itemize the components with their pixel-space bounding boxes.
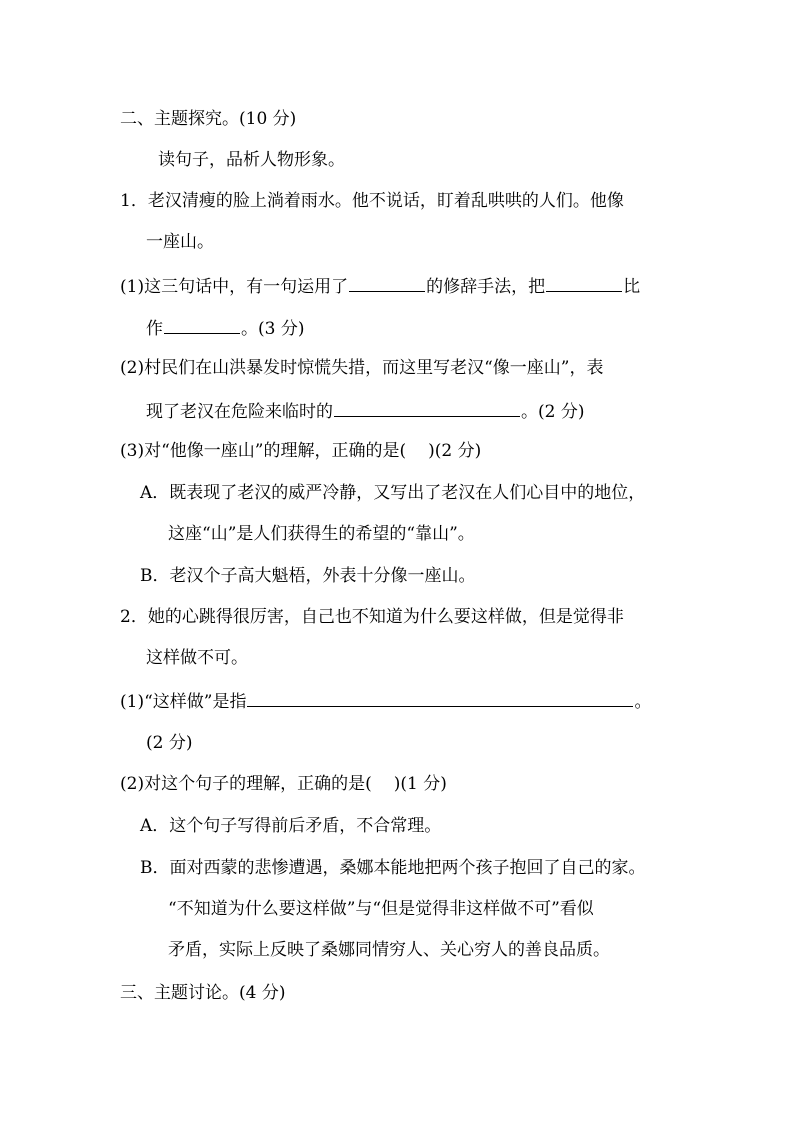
rhetoric-blank[interactable] <box>349 275 425 292</box>
question-1-part-1-line2 <box>146 317 304 339</box>
compared-to-blank[interactable] <box>164 317 240 334</box>
q1-p3-text-a: (3)对“他像一座山”的理解，正确的是( <box>120 441 407 461</box>
section-2-instruction: 读句子，品析人物形象。 <box>158 150 345 170</box>
question-2-part-2 <box>120 774 447 794</box>
q1-option-a-line1: A．既表现了老汉的威严冷静，又写出了老汉在人们心目中的地位， <box>140 483 646 503</box>
q2-p2-text-a: (2)对这个句子的理解，正确的是( <box>120 774 372 794</box>
q1-p1-text-e: 。(3 分) <box>241 319 305 339</box>
compared-object-blank[interactable] <box>546 275 622 292</box>
q2-option-b-line3: 矛盾，实际上反映了桑娜同情穷人、关心穷人的善良品质。 <box>168 940 610 960</box>
question-2-text-line2: 这样做不可。 <box>146 648 248 668</box>
question-1-part-2-line1: (2)村民们在山洪暴发时惊慌失措，而这里写老汉“像一座山”，表 <box>120 358 604 378</box>
q2-option-b-line2: “不知道为什么要这样做”与“但是觉得非这样做不可”看似 <box>168 899 594 919</box>
q1-p1-text-a: (1)这三句话中，有一句运用了 <box>120 277 349 297</box>
question-1-part-1-line1 <box>120 275 640 297</box>
q1-p1-text-b: 的修辞手法，把 <box>426 277 546 297</box>
q2-p1-text-a: (1)“这样做”是指 <box>120 692 247 712</box>
q1-p2-text-a: 现了老汉在危险来临时的 <box>146 402 333 422</box>
q1-p1-text-c: 比 <box>623 277 641 297</box>
section-3-title: 三、主题讨论。(4 分) <box>120 983 286 1003</box>
q2-p1-text-b: 。 <box>634 692 652 712</box>
question-1-part-3 <box>120 441 481 461</box>
q1-p1-text-d: 作 <box>146 319 163 339</box>
section-2-title: 二、主题探究。(10 分) <box>120 109 297 129</box>
question-2-part-1-score: (2 分) <box>146 733 193 753</box>
question-2-part-1 <box>120 690 651 712</box>
question-2-text-line1: 2．她的心跳得很厉害，自己也不知道为什么要这样做，但是觉得非 <box>120 607 624 627</box>
q1-p2-text-b: 。(2 分) <box>521 402 585 422</box>
question-1-part-2-line2 <box>146 400 584 422</box>
q2-option-a: A．这个句子写得前后矛盾，不合常理。 <box>140 816 442 836</box>
q1-p3-text-b: )(2 分) <box>428 441 482 461</box>
q1-option-b: B．老汉个子高大魁梧，外表十分像一座山。 <box>140 566 476 586</box>
question-1-text-line1: 1．老汉清瘦的脸上淌着雨水。他不说话，盯着乱哄哄的人们。他像 <box>120 191 624 211</box>
question-1-text-line2: 一座山。 <box>146 232 214 252</box>
q2-p2-text-b: )(1 分) <box>393 774 447 794</box>
quality-blank[interactable] <box>334 400 520 417</box>
q2-option-b-line1: B．面对西蒙的悲惨遭遇，桑娜本能地把两个孩子抱回了自己的家。 <box>140 858 646 878</box>
q1-option-a-line2: 这座“山”是人们获得生的希望的“靠山”。 <box>168 524 475 544</box>
this-action-blank[interactable] <box>247 690 633 707</box>
